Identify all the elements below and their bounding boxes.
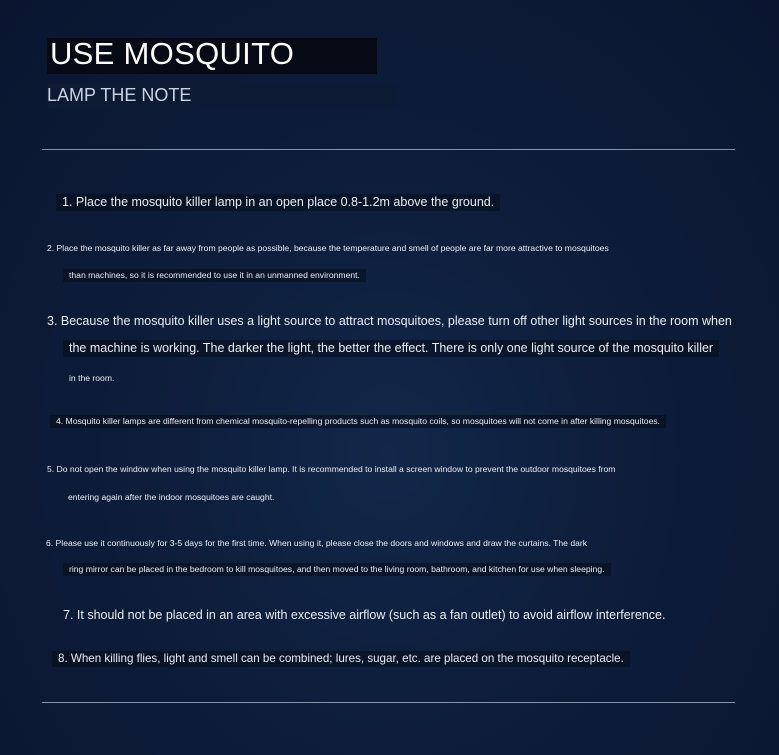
- note-5-line-2: entering again after the indoor mosquitoes are caught.: [68, 492, 275, 502]
- note-7-line-1: 7. It should not be placed in an area with excessive airflow (such as a fan outlet) to avoid airflow interference.: [63, 608, 666, 622]
- note-3-line-2: the machine is working. The darker the light, the better the effect. There is only one light source of the mosquito killer: [63, 340, 719, 357]
- note-5-line-1: 5. Do not open the window when using the mosquito killer lamp. It is recommended to install a screen window to prevent the outdoor mosquitoes from: [47, 464, 616, 474]
- note-8-line-1: 8. When killing flies, light and smell can be combined; lures, sugar, etc. are placed on the mosquito receptacle.: [52, 651, 630, 667]
- note-3-line-3: in the room.: [69, 373, 115, 383]
- bottom-divider: [42, 702, 735, 703]
- note-6-line-2: ring mirror can be placed in the bedroom to kill mosquitoes, and then moved to the living room, bathroom, and kitchen for use when sleeping.: [63, 563, 611, 576]
- note-3-line-1: 3. Because the mosquito killer uses a light source to attract mosquitoes, please turn off other light sources in the room when: [47, 314, 732, 328]
- note-2-line-1: 2. Place the mosquito killer as far away from people as possible, because the temperature and smell of people are far more attractive to mosquitoes: [47, 243, 609, 253]
- page-subtitle: LAMP THE NOTE: [47, 85, 192, 105]
- top-divider: [42, 149, 735, 150]
- note-1-line-1: 1. Place the mosquito killer lamp in an open place 0.8-1.2m above the ground.: [56, 194, 500, 211]
- note-4-line-1: 4. Mosquito killer lamps are different from chemical mosquito-repelling products such as mosquito coils, so mosquitoes will not come in after killing mosquitoes.: [50, 415, 666, 428]
- note-2-line-2: than machines, so it is recommended to use it in an unmanned environment.: [63, 269, 366, 282]
- note-6-line-1: 6. Please use it continuously for 3-5 days for the first time. When using it, please close the doors and windows and draw the curtains. The dark: [46, 538, 588, 548]
- page-title: USE MOSQUITO: [50, 36, 295, 71]
